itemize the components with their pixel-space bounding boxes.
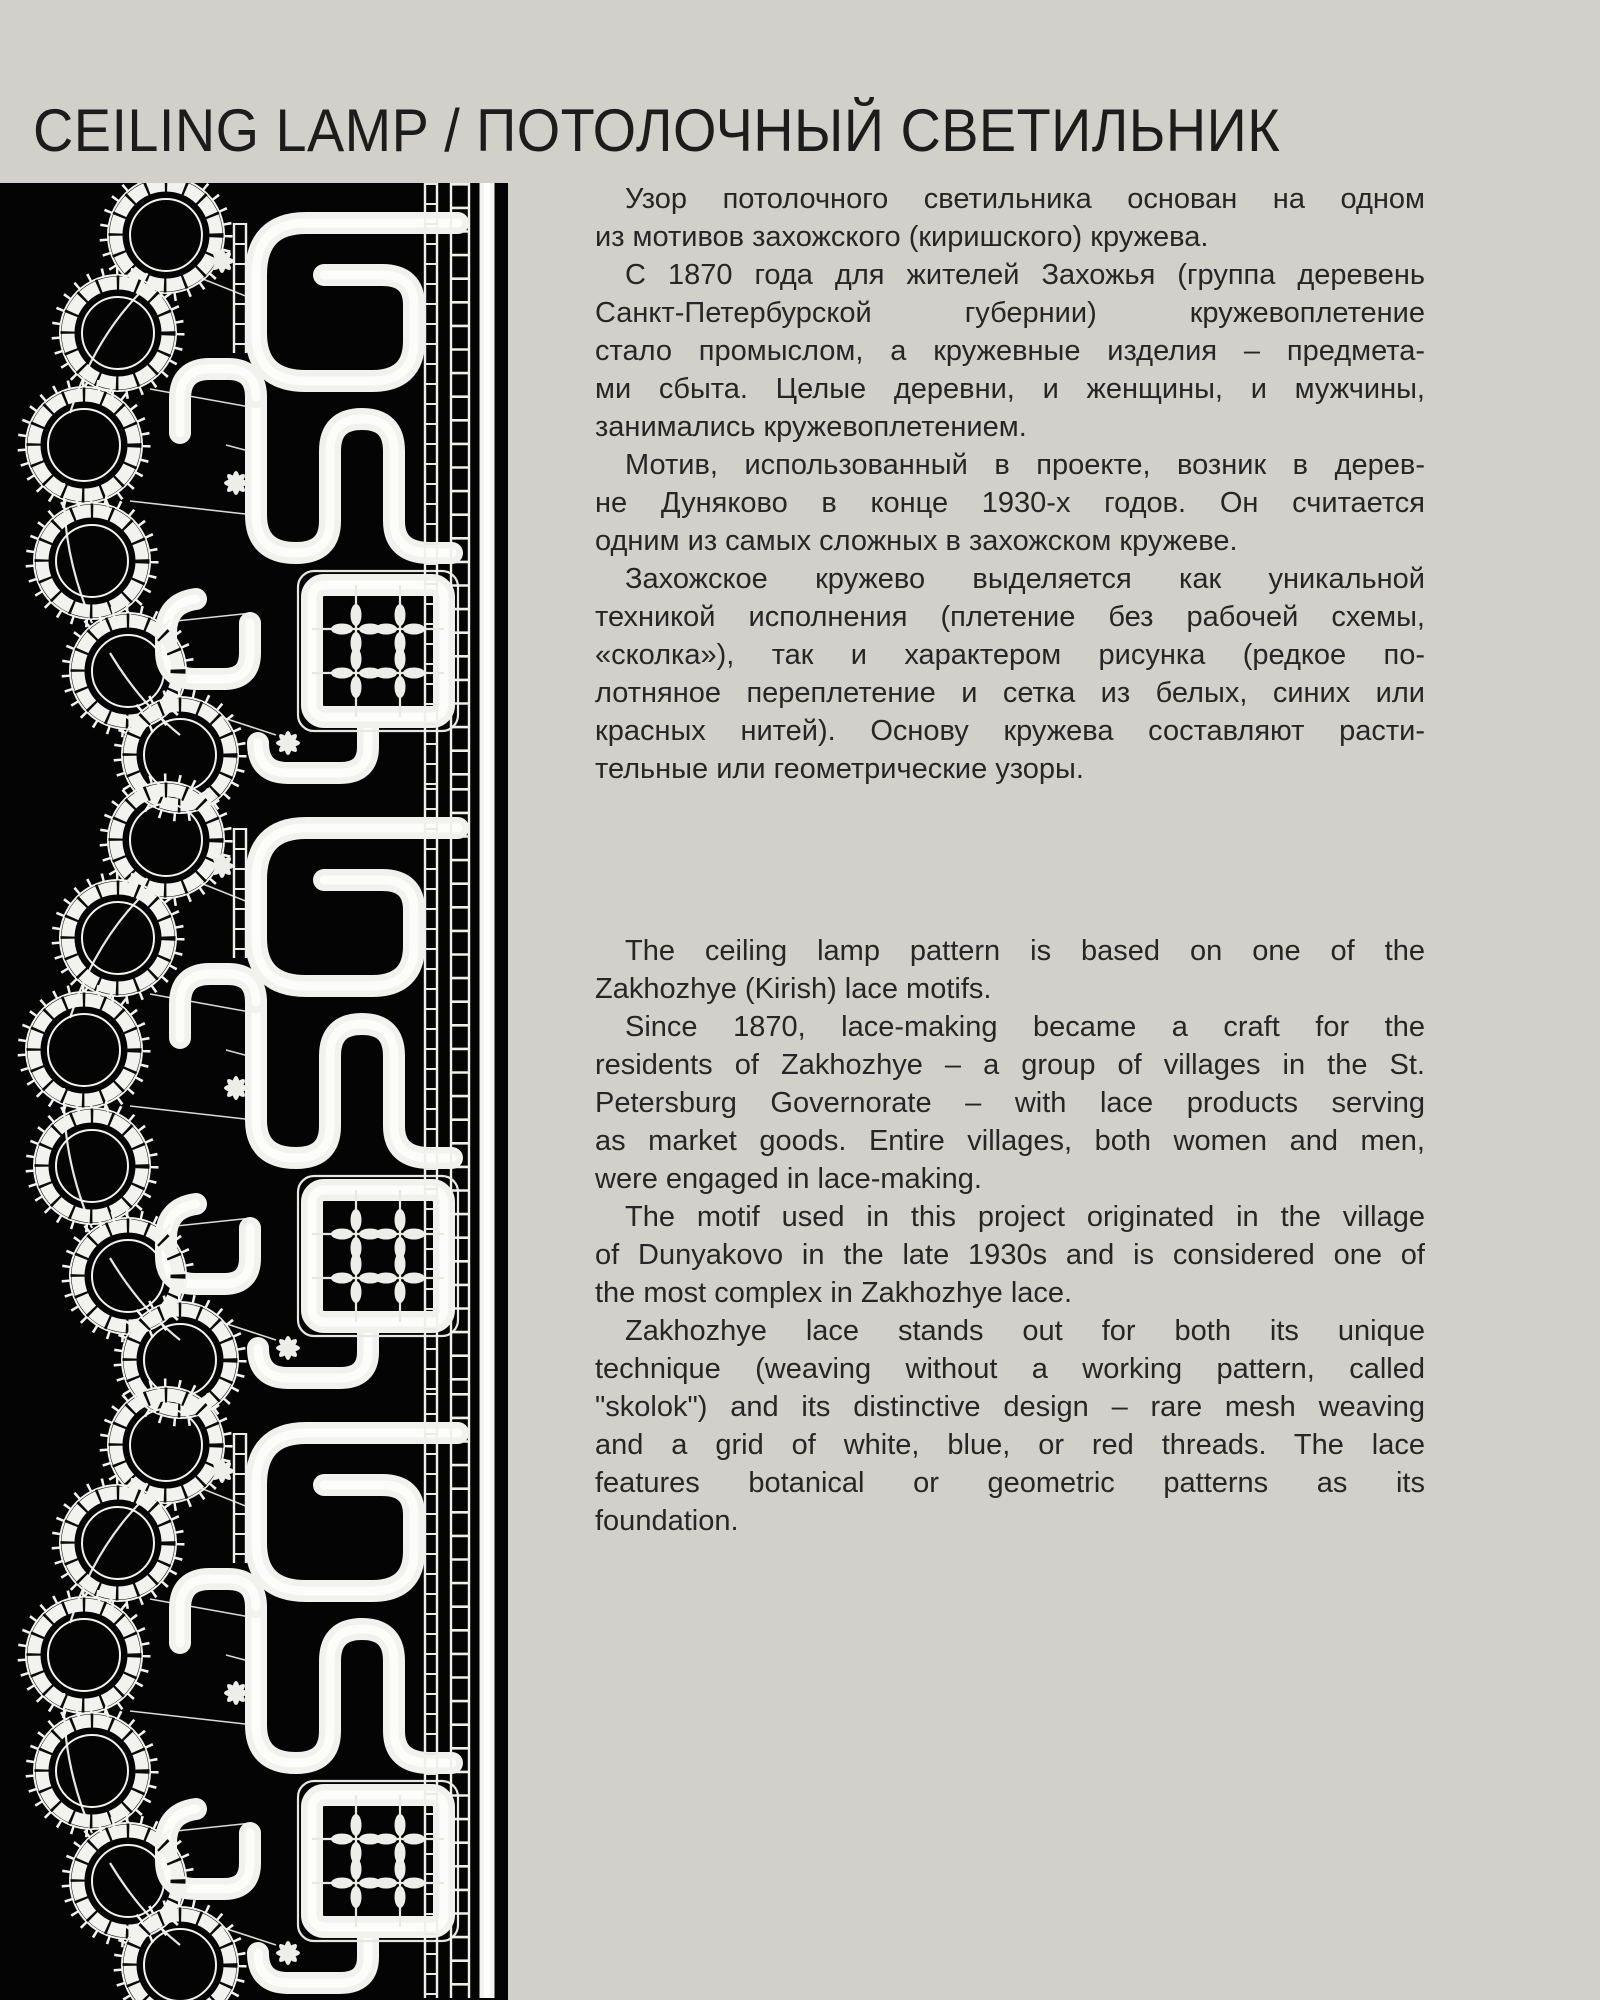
text-line: Санкт-Петербурской губернии) кружевоплетение: [595, 297, 1425, 329]
text-line: не Дуняково в конце 1930-х годов. Он считается: [595, 487, 1425, 519]
text-line: одним из самых сложных в захожском кружеве.: [595, 525, 1238, 557]
text-line: из мотивов захожского (киришского) кружева.: [595, 221, 1209, 253]
text-column: [595, 180, 1425, 1540]
text-line: Мотив, использованный в проекте, возник в дерев-: [625, 449, 1425, 481]
text-line: foundation.: [595, 1505, 739, 1537]
text-line: of Dunyakovo in the late 1930s and is considered one of: [595, 1239, 1425, 1271]
text-line: красных нитей). Основу кружева составляют расти-: [595, 715, 1425, 747]
russian-text-block: [595, 180, 1425, 788]
text-line: «сколка»), так и характером рисунка (редкое по-: [595, 639, 1425, 671]
text-line: Petersburg Governorate – with lace products serving: [595, 1087, 1425, 1119]
text-line: ми сбыта. Целые деревни, и женщины, и мужчины,: [595, 373, 1425, 405]
text-line: were engaged in lace-making.: [595, 1163, 982, 1195]
text-line: The ceiling lamp pattern is based on one of the: [625, 935, 1425, 967]
text-line: residents of Zakhozhye – a group of villages in the St.: [595, 1049, 1425, 1081]
text-line: занимались кружевоплетением.: [595, 411, 1027, 443]
text-line: the most complex in Zakhozhye lace.: [595, 1277, 1073, 1309]
text-line: техникой исполнения (плетение без рабочей схемы,: [595, 601, 1425, 633]
text-line: and a grid of white, blue, or red threads. The lace: [595, 1429, 1425, 1461]
text-line: лотняное переплетение и сетка из белых, синих или: [595, 677, 1425, 709]
text-line: С 1870 года для жителей Захожья (группа деревень: [625, 259, 1425, 291]
lace-photo-graphic: [0, 183, 508, 2000]
english-text-block: [595, 932, 1425, 1540]
text-line: Zakhozhye (Kirish) lace motifs.: [595, 973, 992, 1005]
text-line: features botanical or geometric patterns as its: [595, 1467, 1425, 1499]
text-line: Zakhozhye lace stands out for both its unique: [625, 1315, 1425, 1347]
text-line: стало промыслом, а кружевные изделия – предмета-: [595, 335, 1425, 367]
text-line: Узор потолочного светильника основан на одном: [625, 183, 1425, 215]
text-line: "skolok") and its distinctive design – rare mesh weaving: [595, 1391, 1425, 1423]
text-line: as market goods. Entire villages, both women and men,: [595, 1125, 1425, 1157]
text-line: technique (weaving without a working pattern, called: [595, 1353, 1425, 1385]
text-line: Since 1870, lace-making became a craft for the: [625, 1011, 1425, 1043]
text-line: тельные или геометрические узоры.: [595, 753, 1084, 785]
page-title: CEILING LAMP / ПОТОЛОЧНЫЙ СВЕТИЛЬНИК: [33, 97, 1281, 165]
lace-photo: [0, 183, 508, 2000]
text-line: The motif used in this project originated in the village: [625, 1201, 1425, 1233]
text-line: Захожское кружево выделяется как уникальной: [625, 563, 1425, 595]
